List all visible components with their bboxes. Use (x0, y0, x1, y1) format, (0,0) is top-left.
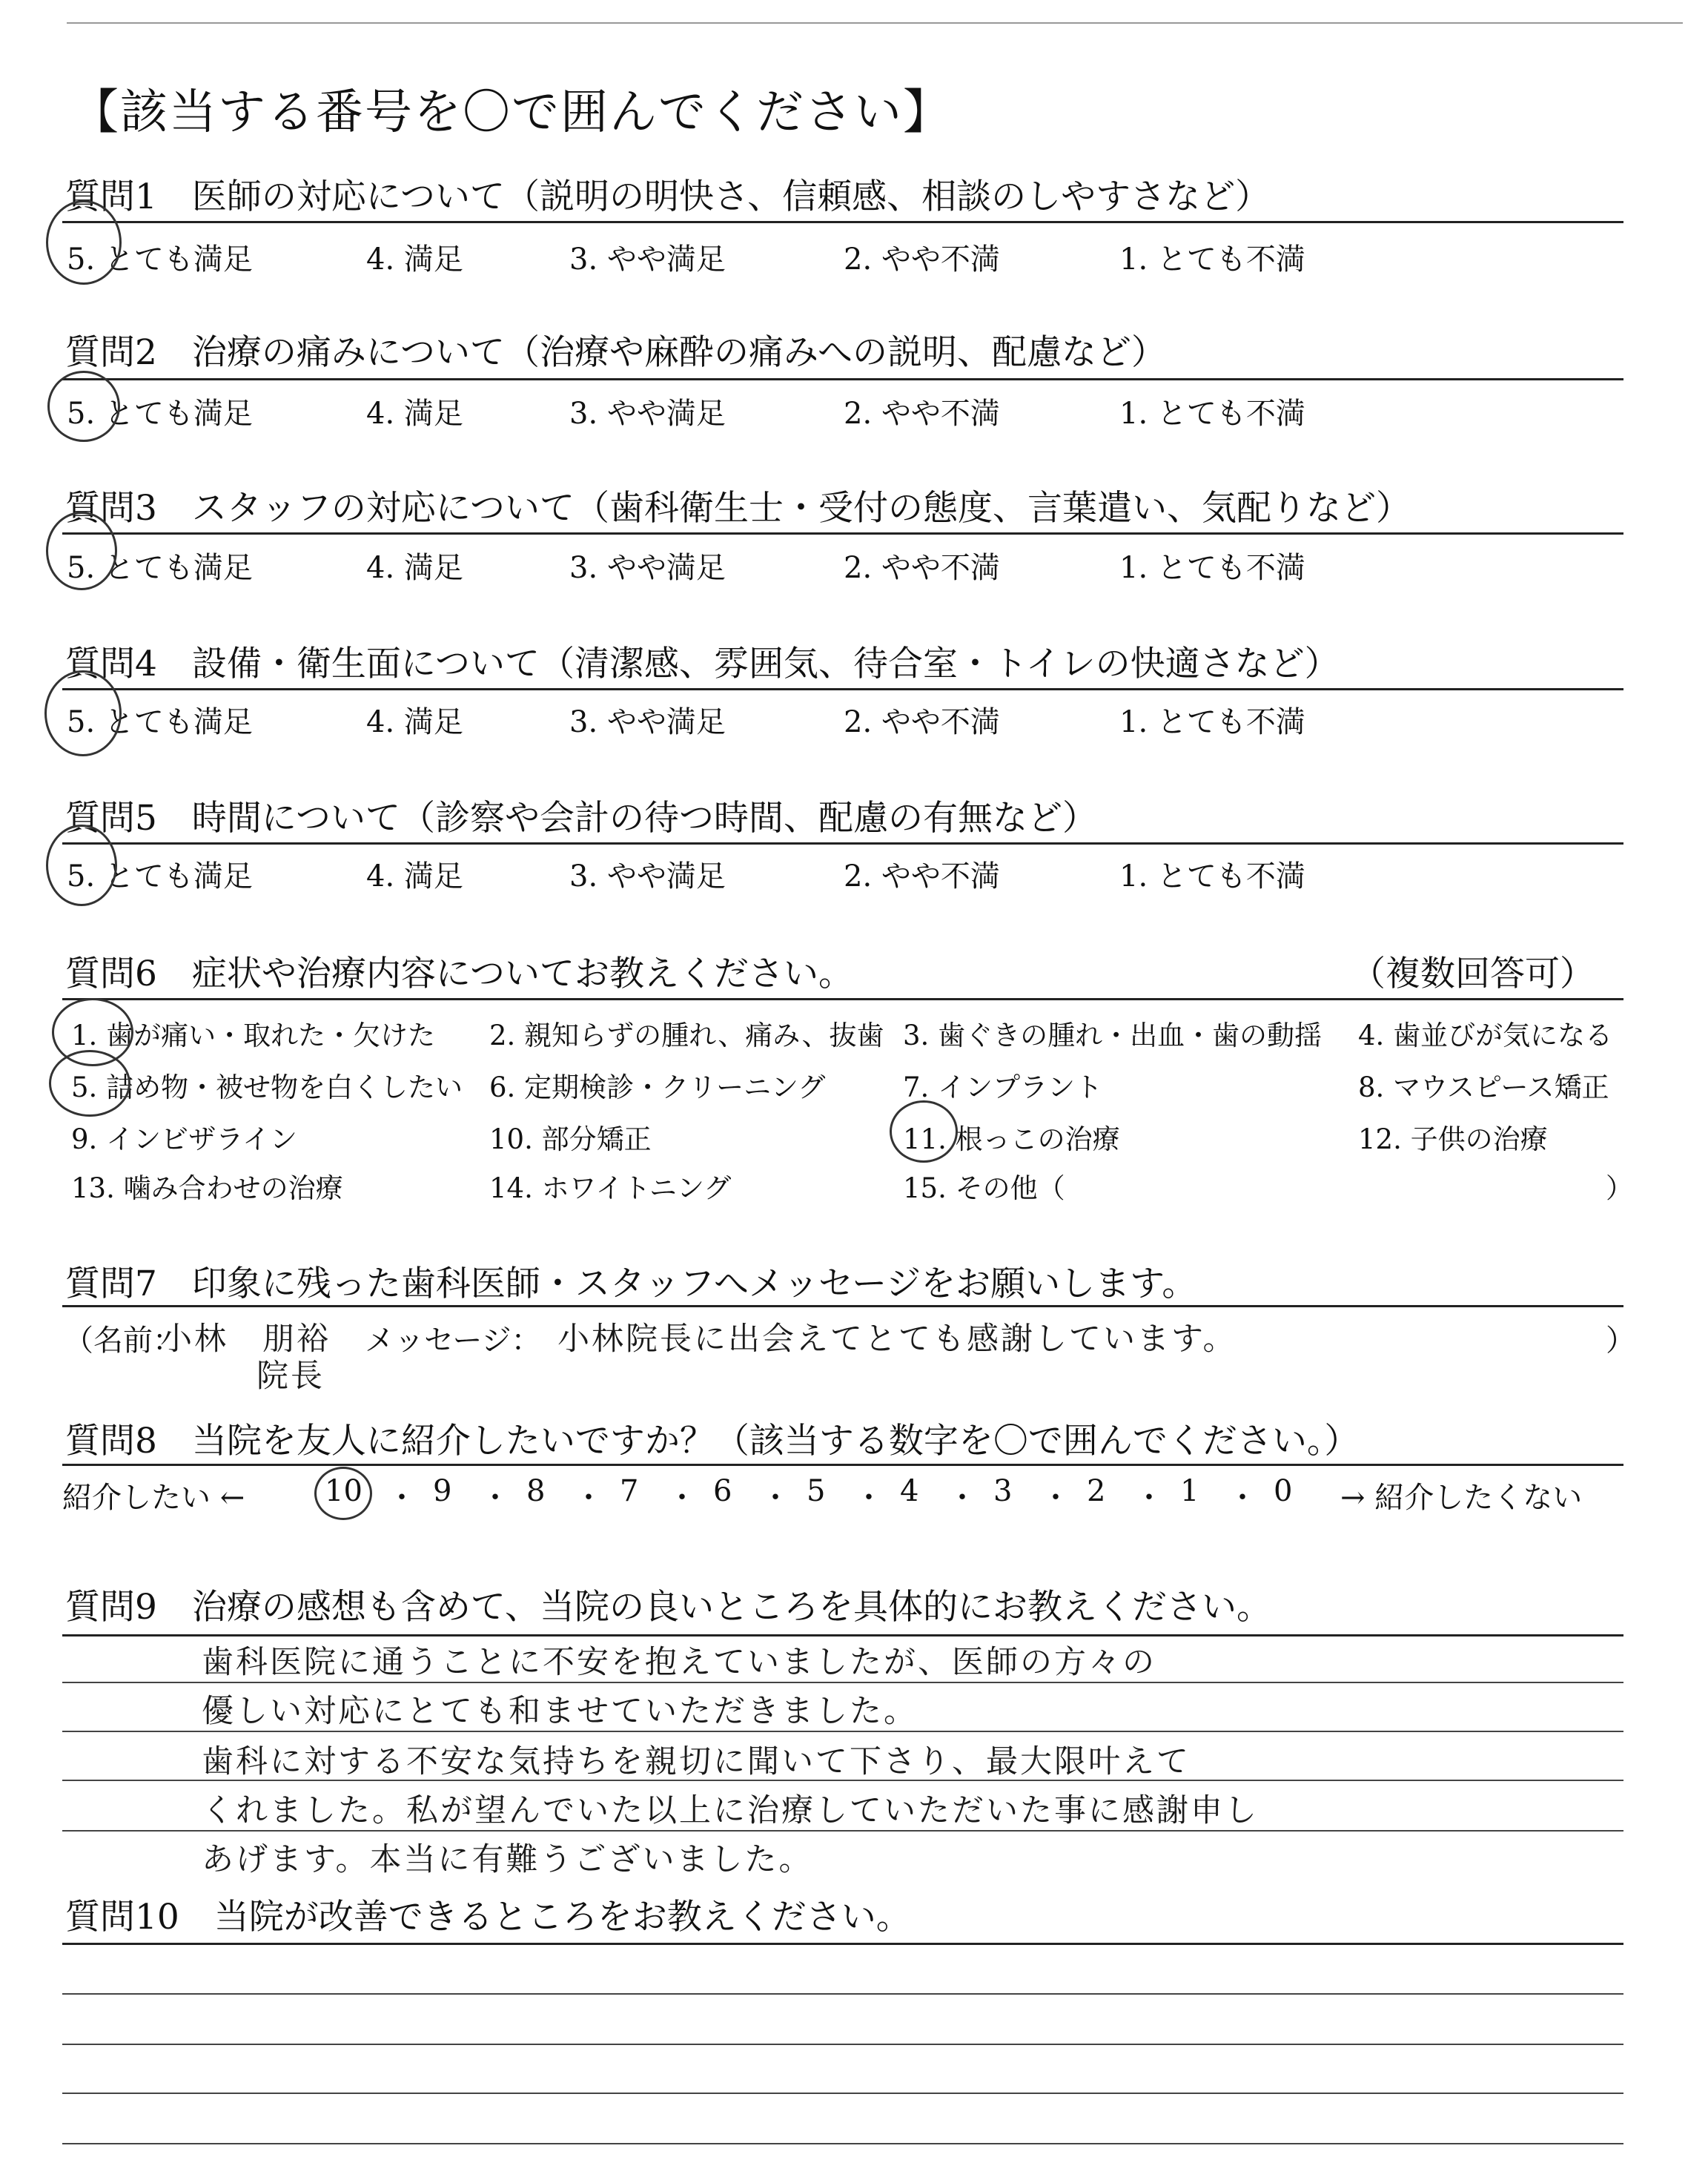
q1-option-1: 1. とても不満 (1119, 242, 1305, 277)
q6-option-5: 5. 詰め物・被せ物を白くしたい (71, 1071, 463, 1103)
q6-option-3: 3. 歯ぐきの腫れ・出血・歯の動揺 (903, 1020, 1323, 1051)
q2-heading: 質問2 治療の痛みについて（治療や麻酔の痛みへの説明、配慮など） (65, 332, 1167, 373)
q6-option-9: 9. インビザライン (71, 1123, 297, 1155)
q6-option-15: 15. その他（ (903, 1172, 1065, 1204)
q6-option-12: 12. 子供の治療 (1358, 1123, 1548, 1155)
q8-scale-10: 10 (325, 1474, 363, 1508)
q2-option-2: 2. やや不満 (844, 397, 1000, 431)
q5-option-4: 4. 満足 (366, 859, 463, 894)
q8-scale-dot: ・ (1228, 1481, 1257, 1515)
q10-heading: 質問10 当院が改善できるところをお教えください。 (65, 1897, 911, 1938)
q6-hand-circle-5 (49, 1050, 130, 1117)
q9-heading: 質問9 治療の感想も含めて、当院の良いところを具体的にお教えください。 (65, 1587, 1271, 1628)
q8-scale-0: 0 (1274, 1474, 1293, 1508)
q4-rule (62, 688, 1623, 690)
q1-option-4: 4. 満足 (366, 242, 463, 277)
q8-scale-dot: ・ (947, 1481, 977, 1515)
q6-option-1: 1. 歯が痛い・取れた・欠けた (71, 1020, 436, 1051)
q6-option-8: 8. マウスピース矯正 (1358, 1071, 1609, 1103)
q8-scale-9: 9 (433, 1474, 452, 1508)
q1-option-3: 3. やや満足 (569, 242, 726, 277)
q10-line (62, 1993, 1623, 1995)
q7-rule (62, 1305, 1623, 1307)
q8-heading: 質問8 当院を友人に紹介したいですか？（該当する数字を〇で囲んでください。） (65, 1421, 1360, 1462)
q2-option-4: 4. 満足 (366, 397, 463, 431)
q3-heading: 質問3 スタッフの対応について（歯科衛生士・受付の態度、言葉遣い、気配りなど） (65, 488, 1411, 529)
q8-scale-dot: ・ (387, 1481, 417, 1515)
scan-top-edge (67, 22, 1683, 24)
q8-scale-dot: ・ (574, 1481, 603, 1515)
q8-hand-circle-10 (314, 1467, 372, 1520)
q8-scale-8: 8 (526, 1474, 546, 1508)
page-title: 【該当する番号を〇で囲んでください】 (71, 85, 952, 140)
q6-multi-note: （複数回答可） (1351, 954, 1595, 994)
q7-heading: 質問7 印象に残った歯科医師・スタッフへメッセージをお願いします。 (65, 1264, 1197, 1304)
q6-option-2: 2. 親知らずの腫れ、痛み、抜歯 (489, 1020, 884, 1051)
q3-option-3: 3. やや満足 (569, 551, 726, 585)
q9-answer-line-4: くれました。私が望んでいた以上に治療していただいた事に感謝申し (202, 1792, 1259, 1829)
q2-rule (62, 378, 1623, 380)
q8-scale-7: 7 (620, 1474, 639, 1508)
q1-rule (62, 221, 1623, 223)
q8-scale-dot: ・ (480, 1481, 510, 1515)
q6-heading: 質問6 症状や治療内容についてお教えください。 (65, 954, 853, 994)
q7-message-value: 小林院長に出会えてとても感謝しています。 (557, 1321, 1237, 1358)
q8-scale-4: 4 (900, 1474, 919, 1508)
q8-scale-dot: ・ (1041, 1481, 1070, 1515)
q4-heading: 質問4 設備・衛生面について（清潔感、雰囲気、待合室・トイレの快適さなど） (65, 644, 1340, 684)
q4-option-2: 2. やや不満 (844, 705, 1000, 739)
q10-line (62, 2093, 1623, 2094)
q3-option-1: 1. とても不満 (1119, 551, 1305, 585)
q3-hand-circle (46, 512, 117, 590)
q6-option-11: 11. 根っこの治療 (903, 1123, 1120, 1155)
q8-scale-2: 2 (1087, 1474, 1106, 1508)
q5-heading: 質問5 時間について（診察や会計の待つ時間、配慮の有無など） (65, 798, 1097, 839)
q8-scale-dot: ・ (854, 1481, 884, 1515)
q5-hand-circle (46, 825, 117, 906)
q6-rule (62, 998, 1623, 1000)
q8-scale-5: 5 (807, 1474, 826, 1508)
q7-message-label: メッセージ： (365, 1324, 541, 1358)
q3-option-5: 5. とても満足 (67, 551, 253, 585)
q2-option-5: 5. とても満足 (67, 397, 253, 431)
q1-hand-circle (46, 200, 122, 285)
q4-option-5: 5. とても満足 (67, 705, 253, 739)
q4-option-3: 3. やや満足 (569, 705, 726, 739)
q7-name-label: （名前： (64, 1324, 182, 1358)
q1-heading: 質問1 医師の対応について（説明の明快さ、信頼感、相談のしやすさなど） (65, 176, 1271, 217)
q6-option-4: 4. 歯並びが気になる (1358, 1020, 1613, 1051)
q8-scale-dot: ・ (667, 1481, 697, 1515)
q2-hand-circle (47, 371, 120, 442)
q4-hand-circle (44, 670, 122, 756)
q4-option-1: 1. とても不満 (1119, 705, 1305, 739)
q4-option-4: 4. 満足 (366, 705, 463, 739)
q7-name-value: 小林 朋裕 (160, 1321, 331, 1358)
q8-left-label: 紹介したい ← (62, 1481, 245, 1515)
q5-rule (62, 842, 1623, 845)
q6-hand-circle-11 (890, 1100, 958, 1163)
q3-rule (62, 532, 1623, 535)
q8-scale-6: 6 (713, 1474, 732, 1508)
q5-option-2: 2. やや不満 (844, 859, 1000, 894)
q8-right-label: → 紹介したくない (1340, 1481, 1583, 1515)
q2-option-1: 1. とても不満 (1119, 397, 1305, 431)
q8-scale-3: 3 (993, 1474, 1013, 1508)
q1-option-2: 2. やや不満 (844, 242, 1000, 277)
q10-rule (62, 1943, 1623, 1945)
q10-line (62, 2143, 1623, 2144)
q8-scale-1: 1 (1180, 1474, 1199, 1508)
q9-rule (62, 1634, 1623, 1636)
q3-option-2: 2. やや不満 (844, 551, 1000, 585)
q6-option-13: 13. 噛み合わせの治療 (71, 1172, 343, 1204)
q7-name-value-title: 院長 (256, 1358, 325, 1395)
q5-option-5: 5. とても満足 (67, 859, 253, 894)
q5-option-1: 1. とても不満 (1119, 859, 1305, 894)
q1-option-5: 5. とても満足 (67, 242, 253, 277)
q2-option-3: 3. やや満足 (569, 397, 726, 431)
q5-option-3: 3. やや満足 (569, 859, 726, 894)
q9-answer-line-5: あげます。本当に有難うございました。 (202, 1841, 813, 1878)
q10-line (62, 2044, 1623, 2045)
q6-option-15-close: ） (1606, 1172, 1633, 1204)
q9-answer-line-1: 歯科医院に通うことに不安を抱えていましたが、医師の方々の (202, 1644, 1156, 1681)
q9-answer-line-3: 歯科に対する不安な気持ちを親切に聞いて下さり、最大限叶えて (202, 1743, 1191, 1780)
q8-scale-dot: ・ (1134, 1481, 1164, 1515)
q3-option-4: 4. 満足 (366, 551, 463, 585)
q8-rule (62, 1464, 1623, 1466)
q9-answer-line-2: 優しい対応にとても和ませていただきました。 (202, 1693, 918, 1730)
q6-option-10: 10. 部分矯正 (489, 1123, 652, 1155)
q6-option-6: 6. 定期検診・クリーニング (489, 1071, 826, 1103)
q6-option-7: 7. インプラント (903, 1071, 1103, 1103)
q8-scale-dot: ・ (761, 1481, 790, 1515)
q7-close-paren: ） (1606, 1324, 1635, 1358)
q6-option-14: 14. ホワイトニング (489, 1172, 732, 1204)
